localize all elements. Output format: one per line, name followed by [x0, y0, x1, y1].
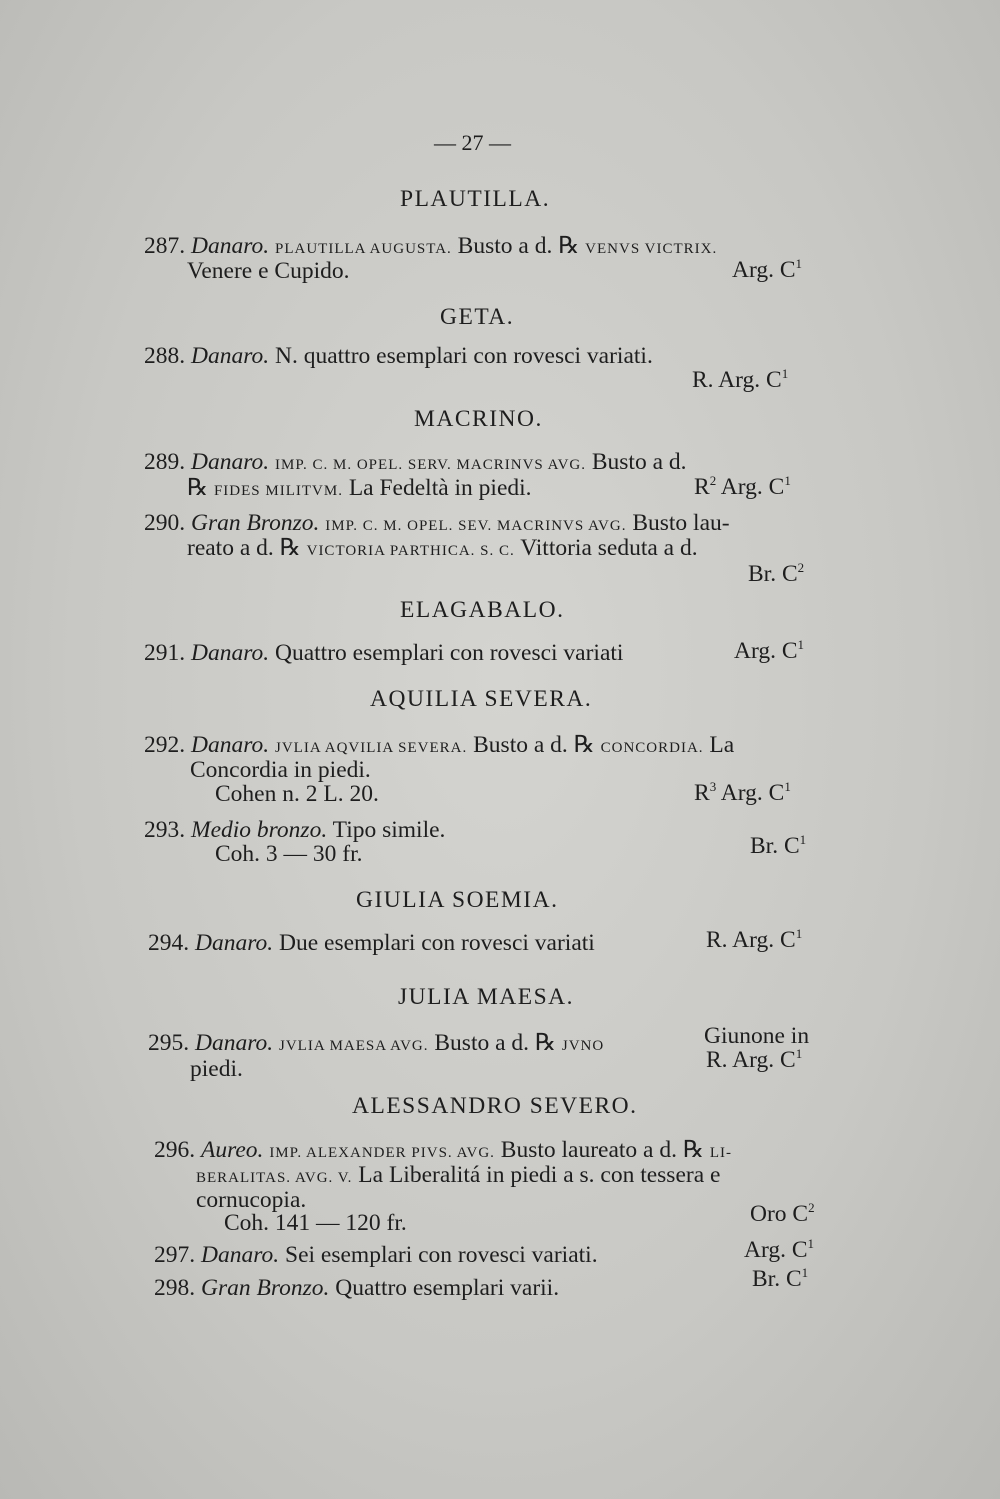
legend: IMP. C. M. OPEL. SEV. MACRINVS AVG.	[325, 518, 627, 534]
entry-291-line-1	[144, 640, 623, 666]
description: La	[709, 732, 735, 758]
coin-type: Danaro.	[191, 449, 270, 475]
description: Due esemplari con rovesci variati	[279, 930, 595, 956]
entry-293-cohen: Coh. 3 — 30 fr.	[215, 841, 363, 867]
entry-288-line-1	[144, 343, 653, 369]
entry-287-line-2: Venere e Cupido.	[187, 258, 350, 284]
coin-type: Danaro.	[195, 1030, 274, 1056]
entry-294-line-1	[148, 930, 595, 956]
reverse-legend: VICTORIA PARTHICA. S. C.	[306, 543, 515, 559]
heading-giulia-soemia: GIULIA SOEMIA.	[356, 887, 559, 913]
reverse-legend: FIDES MILITVM.	[213, 483, 343, 499]
entry-293-metal: Br. $C^1$	[750, 832, 807, 859]
description: Sei esemplari con rovesci variati.	[285, 1242, 598, 1268]
entry-number: 293.	[144, 817, 186, 843]
reverse-legend: BERALITAS. AVG. V.	[196, 1170, 353, 1186]
reverse-symbol: ℞	[682, 1137, 704, 1163]
heading-geta: GETA.	[440, 304, 515, 330]
description: reato a d.	[187, 535, 274, 561]
entry-number: 292.	[144, 732, 186, 758]
entry-292-line-2: Concordia in piedi.	[190, 757, 371, 783]
heading-julia-maesa: JULIA MAESA.	[398, 984, 574, 1010]
entry-number: 297.	[154, 1242, 196, 1268]
reverse-legend: LI-	[709, 1145, 732, 1161]
entry-number: 291.	[144, 640, 186, 666]
entry-290-metal: Br. $C^2$	[748, 560, 805, 587]
entry-289-line-2	[187, 475, 532, 504]
reverse-legend: VENVS VICTRIX.	[585, 241, 718, 257]
coin-type: Danaro.	[191, 343, 270, 369]
entry-number: 290.	[144, 510, 186, 536]
legend: IMP. C. M. OPEL. SERV. MACRINVS AVG.	[275, 457, 586, 473]
entry-292-cohen: Cohen n. 2 L. 20.	[215, 781, 379, 807]
page-number: — 27 —	[434, 130, 511, 155]
coin-type: Aureo.	[201, 1137, 264, 1163]
entry-291-metal: Arg. $C^1$	[734, 637, 805, 664]
coin-type: Gran Bronzo.	[191, 510, 320, 536]
entry-number: 294.	[148, 930, 190, 956]
description: Tipo simile.	[332, 817, 446, 843]
entry-289-line-1	[144, 449, 687, 478]
entry-number: 287.	[144, 233, 186, 259]
description: Busto lau-	[632, 510, 730, 536]
entry-293-line-1	[144, 817, 445, 843]
entry-296-metal: Oro $C^2$	[750, 1200, 815, 1227]
legend: JVLIA MAESA AVG.	[279, 1038, 429, 1054]
entry-287-metal: Arg. $C^1$	[732, 256, 803, 283]
entry-292-metal: $R^3$ Arg. $C^1$	[694, 779, 791, 806]
coin-type: Gran Bronzo.	[201, 1275, 330, 1301]
reverse-symbol: ℞	[534, 1030, 556, 1056]
entry-298-metal: Br. $C^1$	[752, 1265, 809, 1292]
coin-type: Danaro.	[191, 233, 270, 259]
description: Busto laureato a d.	[500, 1137, 677, 1163]
description: Busto a d.	[473, 732, 568, 758]
entry-294-metal: R. Arg. $C^1$	[706, 926, 803, 953]
entry-295-line-2: piedi.	[190, 1056, 243, 1082]
legend: JVLIA AQVILIA SEVERA.	[275, 740, 468, 756]
entry-289-metal: $R^2$ Arg. $C^1$	[694, 473, 791, 500]
entry-296-cohen: Coh. 141 — 120 fr.	[224, 1210, 407, 1236]
entry-number: 289.	[144, 449, 186, 475]
description: Busto a d.	[457, 233, 553, 259]
entry-290-line-2	[187, 535, 698, 564]
entry-number: 288.	[144, 343, 186, 369]
entry-288-metal: R. Arg. $C^1$	[692, 366, 789, 393]
entry-295-line-1	[148, 1030, 604, 1059]
description: Quattro esemplari varii.	[335, 1275, 560, 1301]
entry-295-metal: R. Arg. $C^1$	[706, 1046, 803, 1073]
legend: PLAUTILLA AUGUSTA.	[275, 241, 452, 257]
entry-297-metal: Arg. $C^1$	[744, 1236, 815, 1263]
heading-macrino: MACRINO.	[414, 406, 543, 432]
heading-alessandro-severo: ALESSANDRO SEVERO.	[352, 1093, 638, 1119]
description: Vittoria seduta a d.	[520, 535, 698, 561]
coin-type: Medio bronzo.	[191, 817, 328, 843]
heading-aquilia-severa: AQUILIA SEVERA.	[370, 686, 593, 712]
coin-type: Danaro.	[191, 640, 270, 666]
coin-type: Danaro.	[191, 732, 270, 758]
entry-296-line-3: cornucopia.	[196, 1187, 307, 1213]
entry-number: 298.	[154, 1275, 196, 1301]
reverse-legend: JVNO	[561, 1038, 605, 1054]
reverse-symbol: ℞	[279, 535, 301, 561]
coin-type: Danaro.	[195, 930, 274, 956]
reverse-symbol: ℞	[558, 233, 580, 259]
description: La Liberalitá in piedi a s. con tessera e	[358, 1162, 721, 1188]
entry-298-line-1	[154, 1275, 559, 1301]
reverse-legend: CONCORDIA.	[600, 740, 704, 756]
heading-plautilla: PLAUTILLA.	[400, 186, 551, 212]
heading-elagabalo: ELAGABALO.	[400, 597, 565, 623]
entry-number: 295.	[148, 1030, 190, 1056]
entry-number: 296.	[154, 1137, 196, 1163]
reverse-symbol: ℞	[187, 475, 209, 501]
coin-type: Danaro.	[201, 1242, 280, 1268]
legend: IMP. ALEXANDER PIVS. AVG.	[269, 1145, 495, 1161]
description: Quattro esemplari con rovesci variati	[275, 640, 624, 666]
description: La Fedeltà in piedi.	[348, 475, 532, 501]
description: N. quattro esemplari con rovesci variati.	[275, 343, 653, 369]
description: Busto a d.	[434, 1030, 530, 1056]
description: Busto a d.	[591, 449, 687, 475]
entry-295-continuation: Giunone in	[704, 1023, 810, 1049]
entry-297-line-1	[154, 1242, 598, 1268]
reverse-symbol: ℞	[573, 732, 595, 758]
